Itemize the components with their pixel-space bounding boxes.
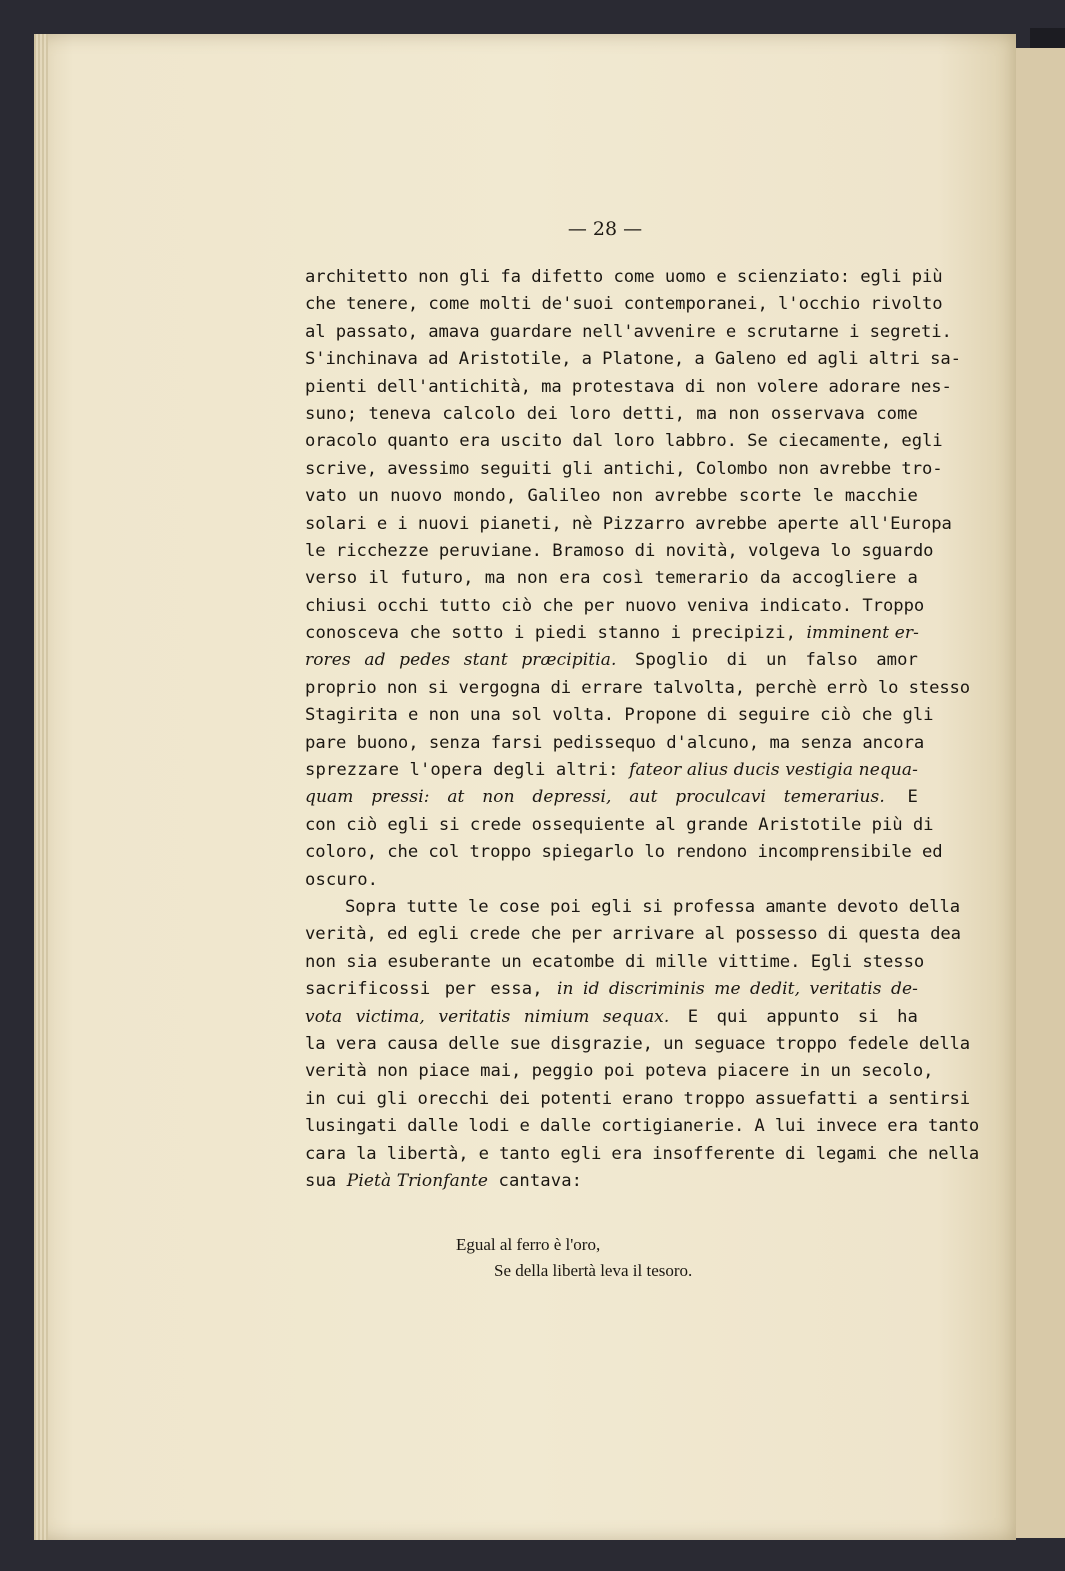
text-segment: sua [305, 1170, 337, 1191]
latin-quote: in id discriminis me dedit, veritatis de- [557, 979, 918, 1000]
text-line-mixed [305, 620, 918, 647]
text-line: non sia esuberante un ecatombe di mille vittime. Egli stesso [305, 951, 925, 972]
text-segment: sacrificossi per essa, [305, 979, 543, 1000]
verse-line: Se della libertà leva il tesoro. [494, 1261, 693, 1280]
text-line: pare buono, senza farsi pedissequo d'alcuno, ma senza ancora [305, 732, 925, 753]
text-line: al passato, amava guardare nell'avvenire e scrutarne i segreti. [305, 321, 952, 342]
text-line-mixed [305, 784, 918, 811]
text-line: lusingati dalle lodi e dalle cortigianerie. A lui invece era tanto [305, 1116, 980, 1137]
text-line-mixed [305, 976, 918, 1003]
text-line: solari e i nuovi pianeti, nè Pizzarro avrebbe aperte all'Europa [305, 513, 952, 534]
text-line: scrive, avessimo seguiti gli antichi, Colombo non avrebbe tro- [305, 458, 943, 479]
text-line: cara la libertà, e tanto egli era insofferente di legami che nella [305, 1143, 980, 1164]
text-segment: Spoglio di un falso amor [635, 650, 918, 671]
page-edge [34, 34, 48, 1540]
text-line: oracolo quanto era uscito dal loro labbro. Se ciecamente, egli [305, 431, 943, 452]
text-line-mixed [305, 757, 918, 784]
text-line: con ciò egli si crede ossequiente al grande Aristotile più di [305, 814, 934, 835]
book-spine [1030, 28, 1065, 48]
text-line-mixed [305, 1168, 918, 1195]
work-title: Pietà Trionfante [346, 1170, 489, 1191]
latin-quote: quam pressi: at non depressi, aut proculcavi temerarius. [305, 787, 885, 808]
text-line: in cui gli orecchi dei potenti erano troppo assuefatti a sentirsi [305, 1088, 971, 1109]
text-segment: E qui appunto si ha [687, 1006, 918, 1027]
text-line: che tenere, come molti de'suoi contemporanei, l'occhio rivolto [305, 294, 943, 315]
text-segment: sprezzare l'opera degli altri: [305, 760, 619, 781]
text-segment: E [907, 787, 918, 808]
text-line: verità, ed egli crede che per arrivare al possesso di questa dea [305, 924, 961, 945]
page-number: — 28 — [567, 218, 643, 240]
latin-quote: fateor alius ducis vestigia nequa- [629, 760, 918, 781]
text-line: suno; teneva calcolo dei loro detti, ma non osservava come [305, 403, 918, 424]
text-segment: conosceva che sotto i piedi stanno i precipizi, [305, 623, 797, 644]
text-line-mixed [305, 647, 918, 674]
paragraph-first-line: Sopra tutte le cose poi egli si professa amante devoto della [345, 896, 961, 917]
text-line: chiusi occhi tutto ciò che per nuovo veniva indicato. Troppo [305, 595, 925, 616]
text-line: verità non piace mai, peggio poi poteva piacere in un secolo, [305, 1061, 934, 1082]
text-line: proprio non si vergogna di errare talvolta, perchè errò lo stesso [305, 677, 971, 698]
text-line: coloro, che col troppo spiegarlo lo rendono incomprensibile ed [305, 842, 943, 863]
text-line: Stagirita e non una sol volta. Propone di seguire ciò che gli [305, 705, 934, 726]
text-segment: cantava: [498, 1170, 583, 1191]
text-line: vato un nuovo mondo, Galileo non avrebbe scorte le macchie [305, 486, 918, 507]
text-line: oscuro. [305, 869, 379, 890]
text-line: le ricchezze peruviane. Bramoso di novità, volgeva lo sguardo [305, 540, 934, 561]
latin-quote: imminent er- [806, 623, 919, 644]
text-line: verso il futuro, ma non era così temerario da accogliere a [305, 568, 918, 589]
text-line: pienti dell'antichità, ma protestava di non volere adorare nes- [305, 376, 952, 397]
text-line-mixed [305, 1004, 918, 1031]
next-page-edge [1012, 48, 1065, 1538]
verse-line: Egual al ferro è l'oro, [456, 1235, 601, 1254]
latin-quote: rores ad pedes stant præcipitia. [305, 650, 617, 671]
text-line: la vera causa delle sue disgrazie, un seguace troppo fedele della [305, 1033, 971, 1054]
verse-quote [456, 1232, 692, 1284]
latin-quote: vota victima, veritatis nimium sequax. [305, 1006, 670, 1027]
text-line: S'inchinava ad Aristotile, a Platone, a Galeno ed agli altri sa- [305, 349, 961, 370]
text-line: architetto non gli fa difetto come uomo e scienziato: egli più [305, 267, 943, 287]
body-text [305, 264, 980, 1195]
